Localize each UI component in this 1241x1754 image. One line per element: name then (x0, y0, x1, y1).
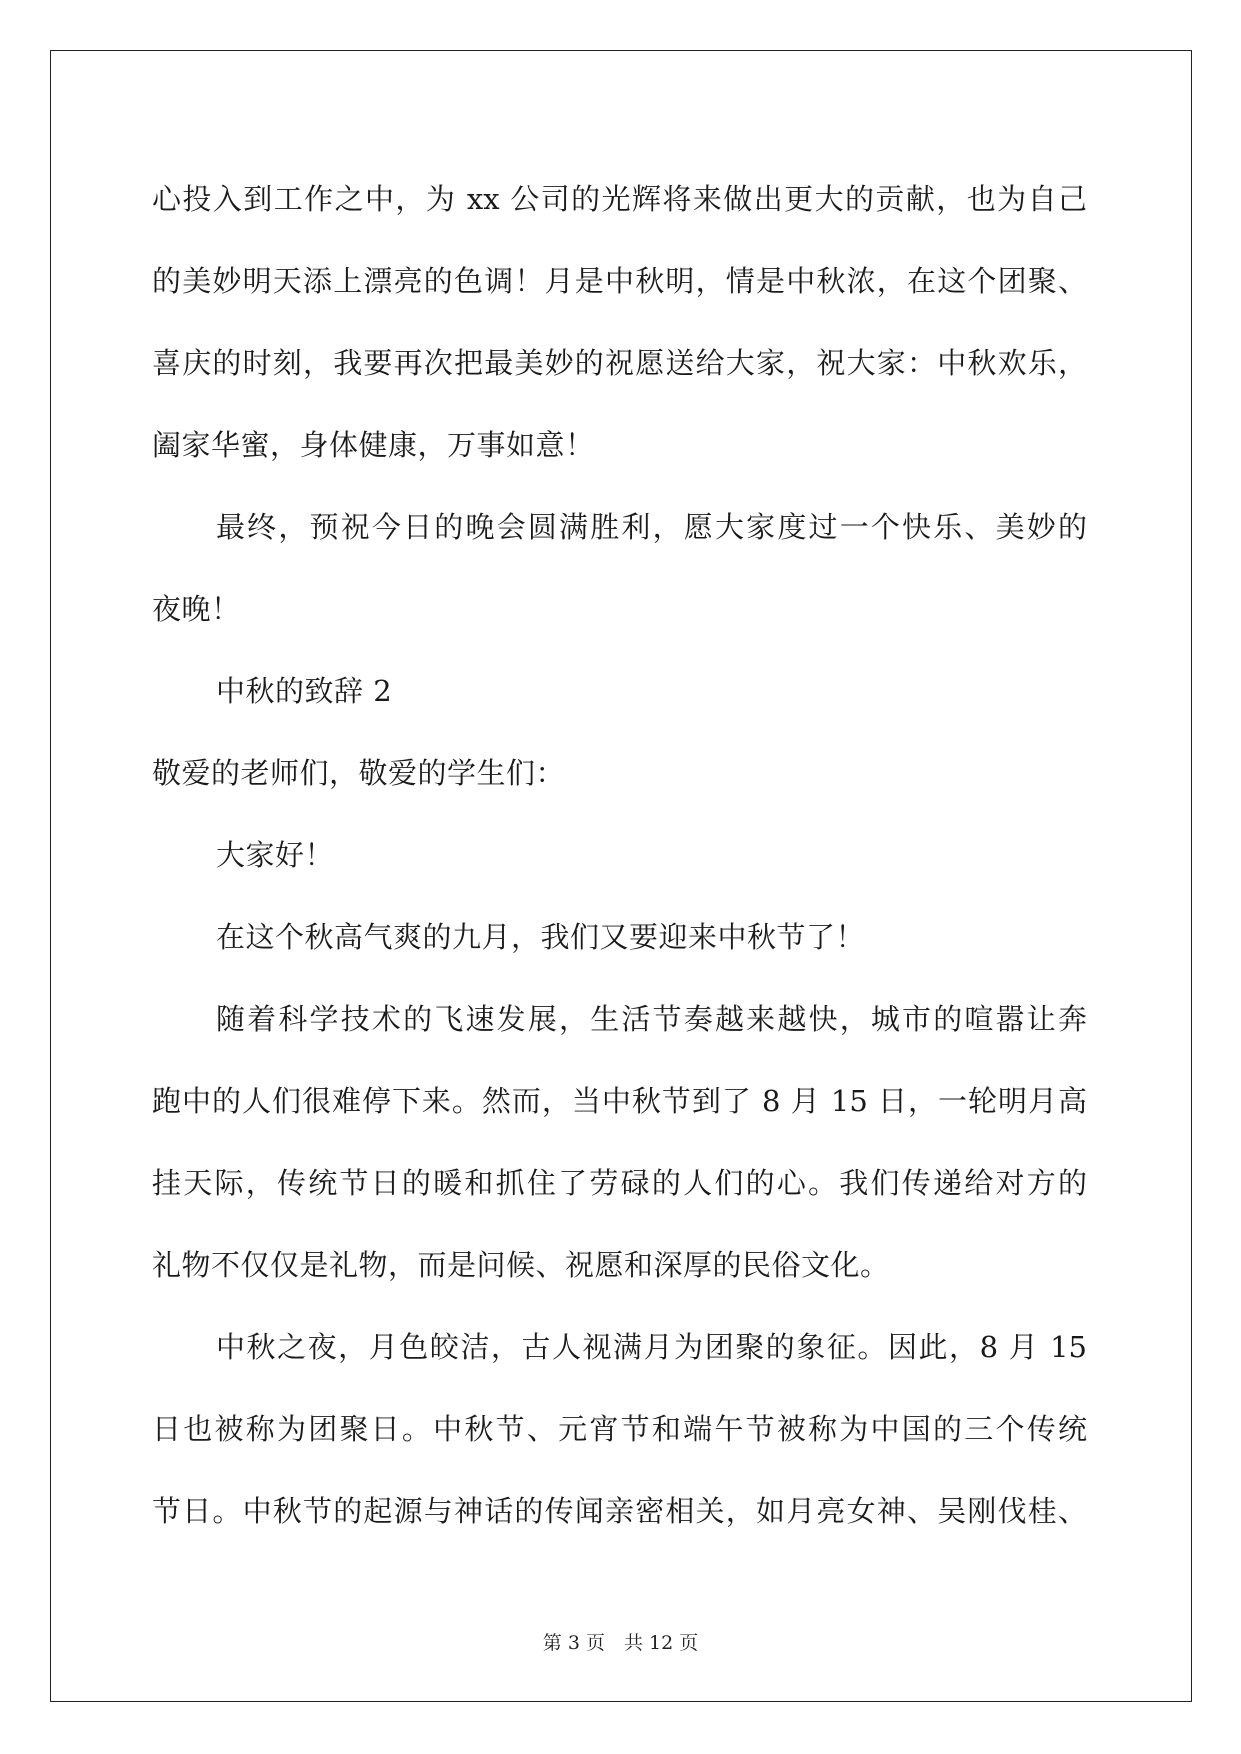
text-line: 中秋的致辞 2 (216, 674, 393, 708)
text-line: 夜晚！ (152, 592, 241, 626)
text-line: 中秋之夜，月色皎洁，古人视满月为团聚的象征。因此，8 月 15 (216, 1330, 1087, 1364)
text-line: 的美妙明天添上漂亮的色调！月是中秋明，情是中秋浓，在这个团聚、 (152, 264, 1087, 298)
text-line: 心投入到工作之中，为 xx 公司的光辉将来做出更大的贡献，也为自己 (152, 182, 1087, 216)
text-line: 随着科学技术的飞速发展，生活节奏越来越快，城市的喧嚣让奔 (216, 1002, 1087, 1036)
page-number-footer: 第 3 页 共 12 页 (542, 1632, 699, 1654)
text-line: 礼物不仅仅是礼物，而是问候、祝愿和深厚的民俗文化。 (152, 1248, 890, 1282)
text-line: 在这个秋高气爽的九月，我们又要迎来中秋节了！ (216, 920, 866, 954)
text-line: 喜庆的时刻，我要再次把最美妙的祝愿送给大家，祝大家：中秋欢乐， (152, 346, 1087, 380)
text-line: 大家好！ (216, 838, 335, 872)
text-line: 挂天际，传统节日的暖和抓住了劳碌的人们的心。我们传递给对方的 (152, 1166, 1087, 1200)
text-line: 日也被称为团聚日。中秋节、元宵节和端午节被称为中国的三个传统 (152, 1412, 1087, 1446)
text-line: 跑中的人们很难停下来。然而，当中秋节到了 8 月 15 日，一轮明月高 (152, 1084, 1087, 1118)
text-line: 敬爱的老师们，敬爱的学生们： (152, 756, 566, 790)
document-body (152, 158, 1087, 1552)
text-line: 最终，预祝今日的晚会圆满胜利，愿大家度过一个快乐、美妙的 (216, 510, 1087, 544)
text-line: 节日。中秋节的起源与神话的传闻亲密相关，如月亮女神、吴刚伐桂、 (152, 1494, 1087, 1528)
text-line: 阖家华蜜，身体健康，万事如意！ (152, 428, 595, 462)
